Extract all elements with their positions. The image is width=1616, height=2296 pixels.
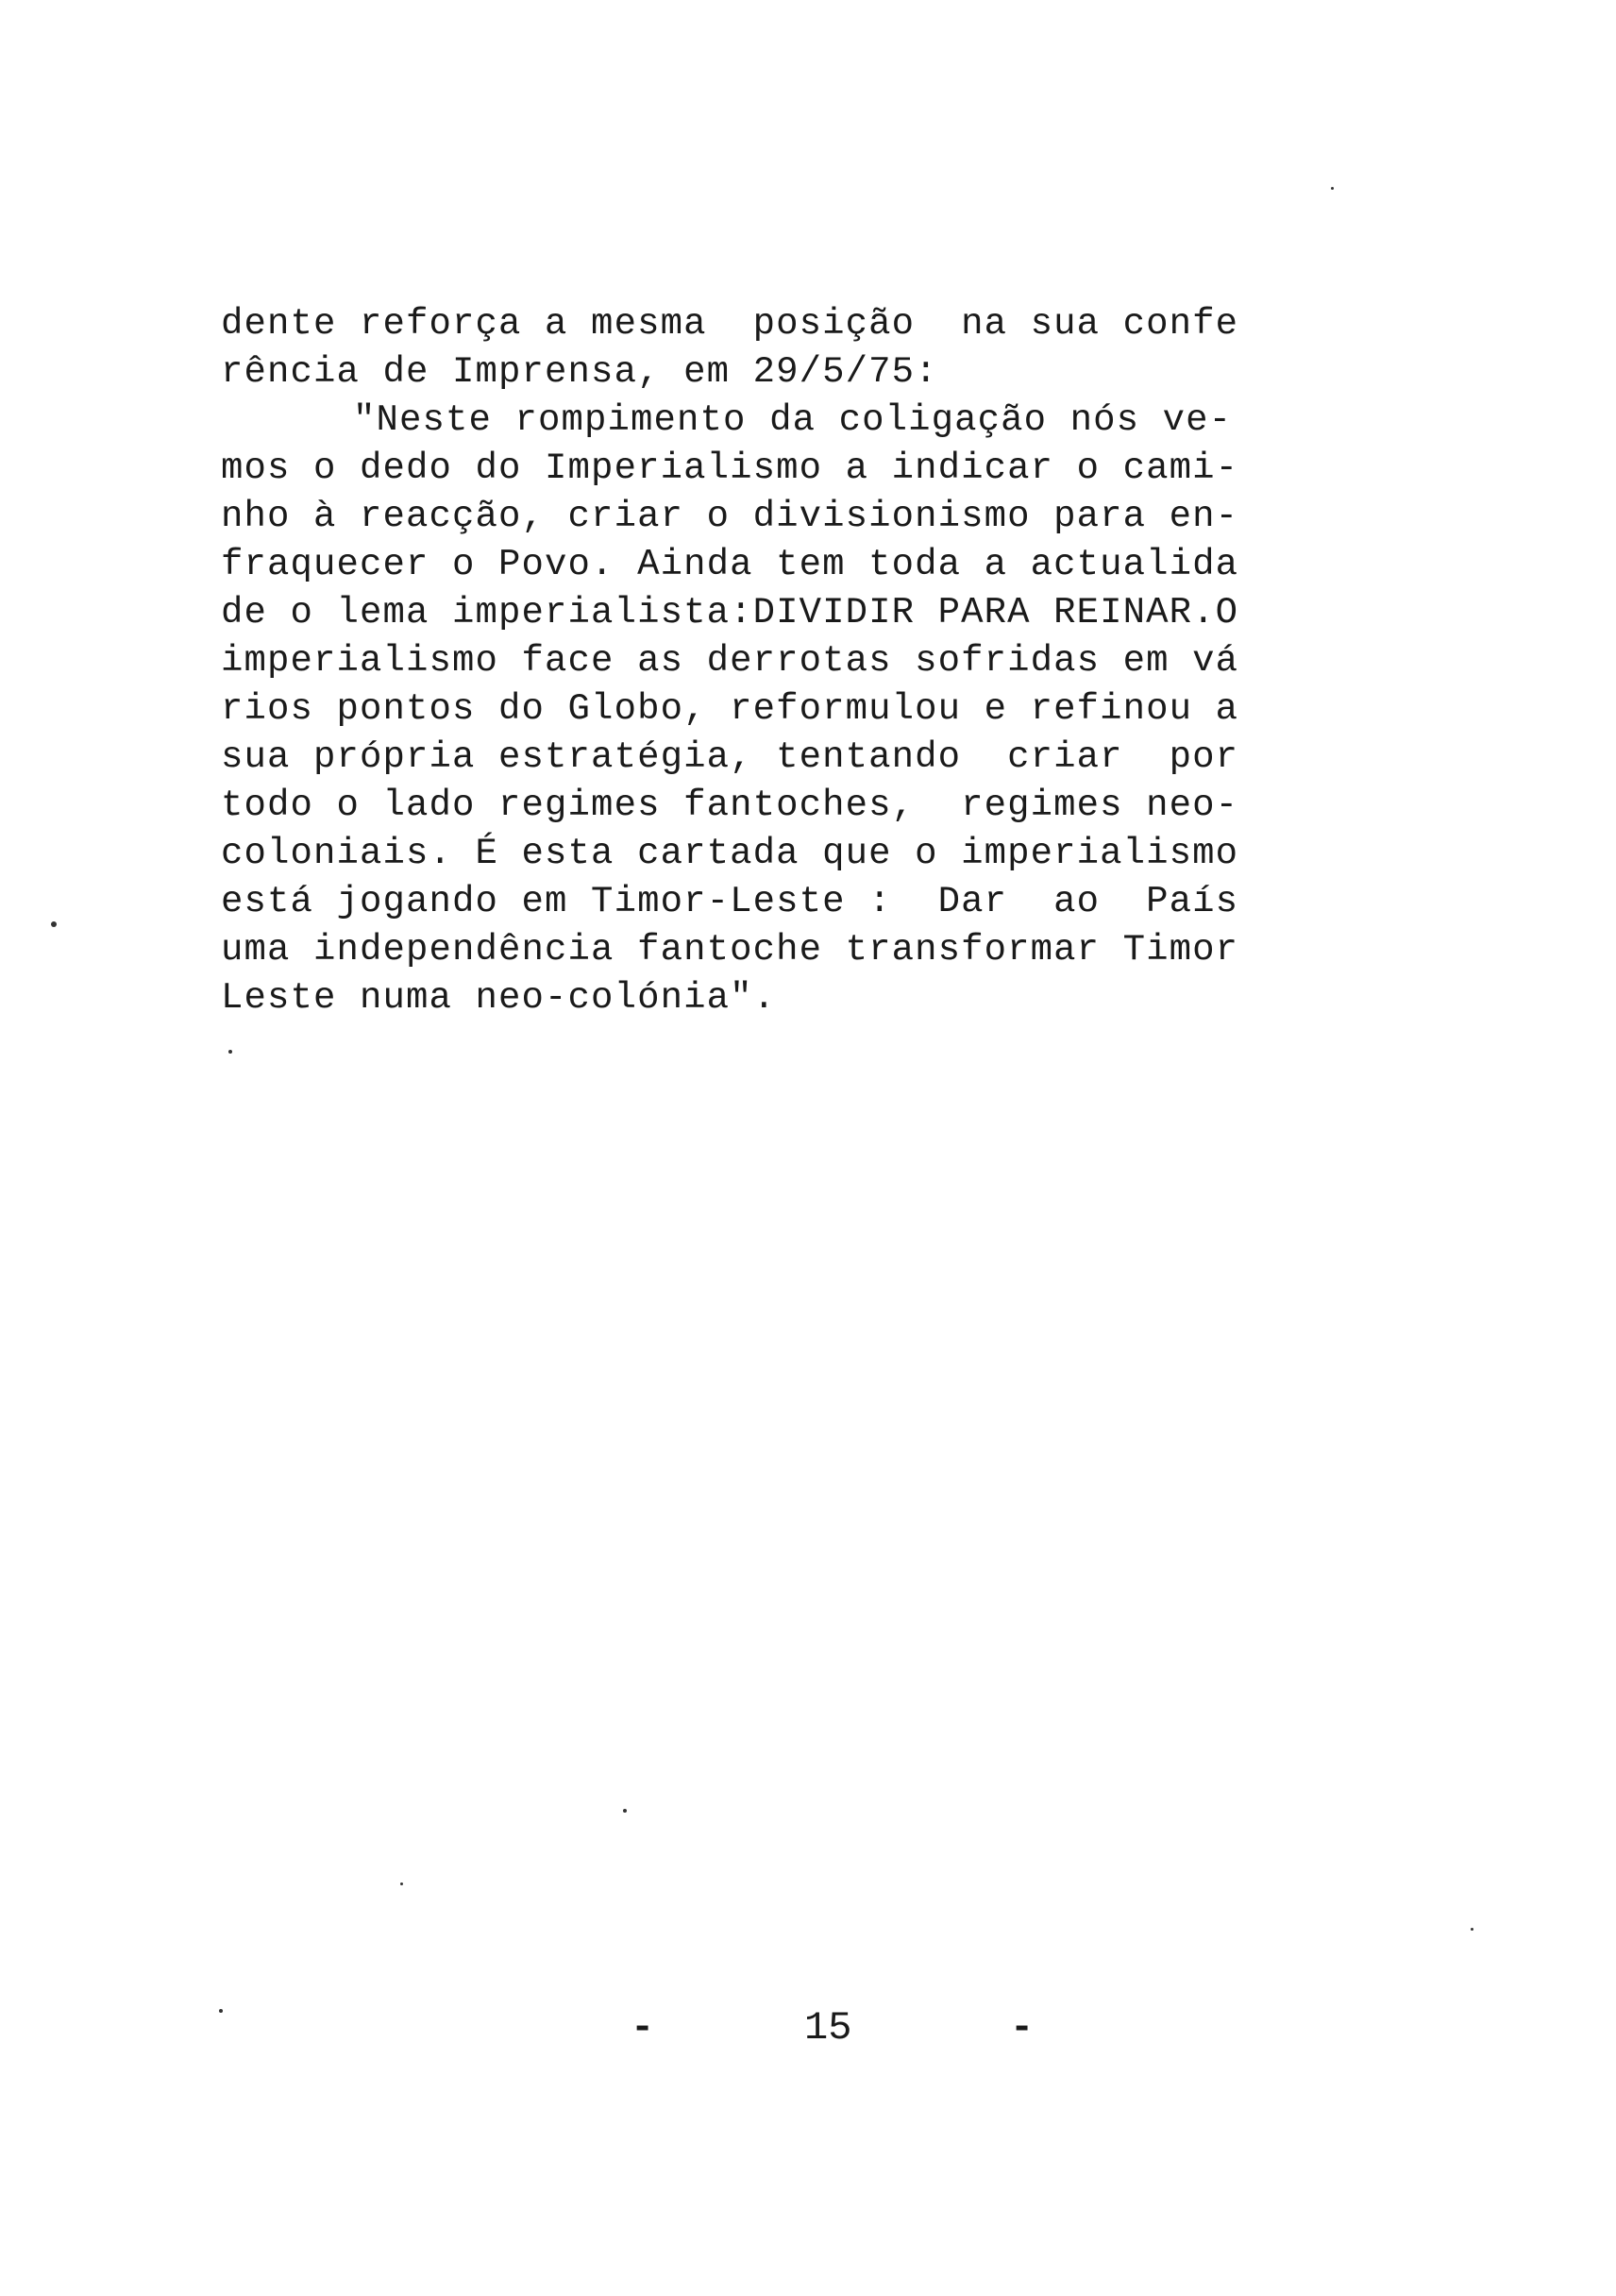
text-line: Leste numa neo-colónia". [221, 977, 777, 1019]
scan-speck [228, 1050, 232, 1054]
scan-speck [219, 2009, 223, 2013]
scan-speck [1471, 1928, 1473, 1931]
text-line: "Neste rompimento da coligação nós ve- [353, 399, 1233, 441]
page-number-dash-left: - [631, 2005, 655, 2051]
text-line: mos o dedo do Imperialismo a indicar o cami- [221, 447, 1239, 489]
text-line: nho à reacção, criar o divisionismo para en- [221, 496, 1239, 537]
text-line: de o lema imperialista:DIVIDIR PARA REINAR.O [221, 592, 1239, 633]
body-text [221, 300, 1354, 1022]
text-line: todo o lado regimes fantoches, regimes neo- [221, 785, 1239, 826]
text-line: fraquecer o Povo. Ainda tem toda a actualida [221, 544, 1239, 585]
page-number: 15 [804, 2005, 852, 2051]
text-line: sua própria estratégia, tentando criar por [221, 736, 1239, 778]
text-line: coloniais. É esta cartada que o imperialismo [221, 833, 1239, 874]
page-number-dash-right: - [1010, 2005, 1035, 2051]
scan-speck [623, 1809, 627, 1813]
text-line: rios pontos do Globo, reformulou e refinou a [221, 688, 1239, 730]
text-line: uma independência fantoche transformar Timor [221, 929, 1239, 971]
scan-speck [51, 921, 57, 927]
page-number-footer [614, 2000, 1048, 2056]
text-line: imperialismo face as derrotas sofridas em vá [221, 640, 1239, 682]
text-line: rência de Imprensa, em 29/5/75: [221, 351, 938, 393]
scan-speck [1331, 187, 1334, 190]
text-line: está jogando em Timor-Leste : Dar ao País [221, 881, 1239, 922]
text-line: dente reforça a mesma posição na sua confe [221, 303, 1239, 345]
scan-speck [400, 1882, 403, 1885]
